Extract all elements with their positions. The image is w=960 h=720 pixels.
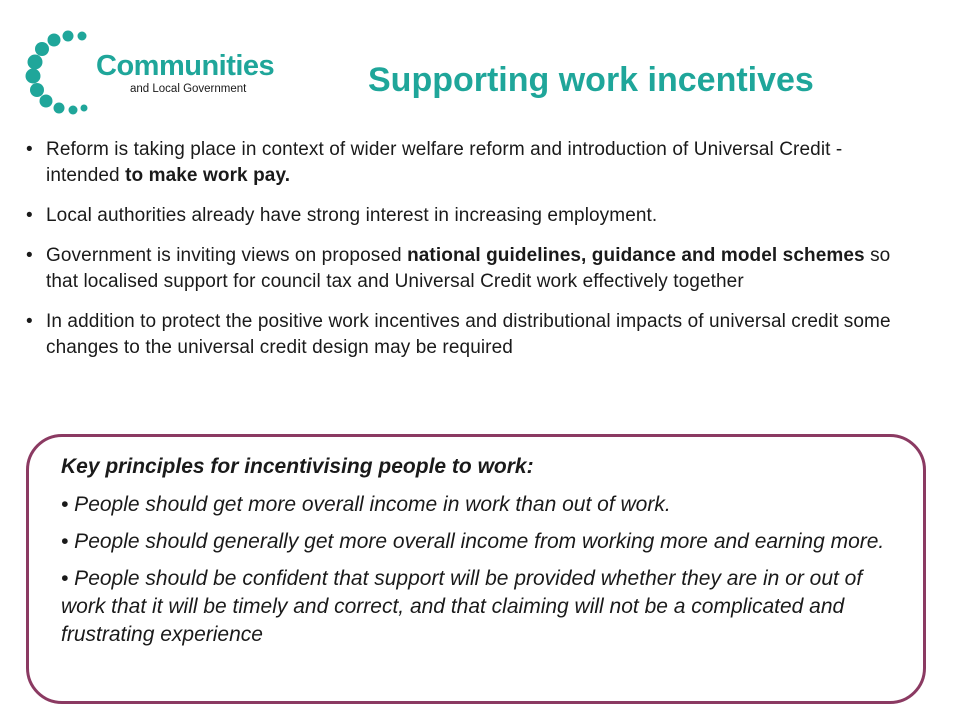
bullet-text: Reform is taking place in context of wider welfare reform and introduction of Universal Credit - intended	[46, 139, 843, 186]
bullet-text: Local authorities already have strong interest in increasing employment.	[46, 205, 658, 226]
department-logo	[24, 22, 275, 122]
principle-item: • People should get more overall income in work than out of work.	[61, 493, 671, 516]
bullet-dot-icon: •	[26, 245, 33, 266]
bullet-item	[26, 309, 906, 361]
logo-subtitle: and Local Government	[130, 83, 247, 95]
bullet-dot-icon: •	[26, 311, 33, 332]
bullet-bold-text: to make work pay.	[125, 165, 291, 186]
bullet-dot-icon: •	[26, 205, 33, 226]
logo-wordmark: Communities	[96, 50, 275, 82]
dot-ring-logo-icon	[24, 22, 104, 122]
bullet-item	[26, 243, 906, 295]
bullet-text: so that localised support for council tax and Universal Credit work effectively together	[46, 245, 891, 292]
bullet-dot-icon: •	[26, 139, 33, 160]
key-principles-heading: Key principles for incentivising people to work:	[61, 455, 534, 478]
principle-item: • People should be confident that support will be provided whether they are in or out of work that it will be timely and correct, and that claiming will not be a complicated and frustrating experience	[61, 567, 863, 646]
bullet-bold-text: national guidelines, guidance and model schemes	[407, 245, 865, 266]
bullet-text: In addition to protect the positive work incentives and distributional impacts of universal credit some changes to the universal credit design may be required	[46, 311, 891, 358]
bullet-item	[26, 203, 906, 229]
bullet-text: Government is inviting views on proposed	[46, 245, 408, 266]
key-principles-box	[26, 434, 926, 704]
principle-item: • People should generally get more overall income from working more and earning more.	[61, 530, 885, 553]
bullet-item	[26, 137, 906, 189]
bullet-list	[26, 137, 906, 375]
slide-title: Supporting work incentives	[368, 61, 814, 99]
